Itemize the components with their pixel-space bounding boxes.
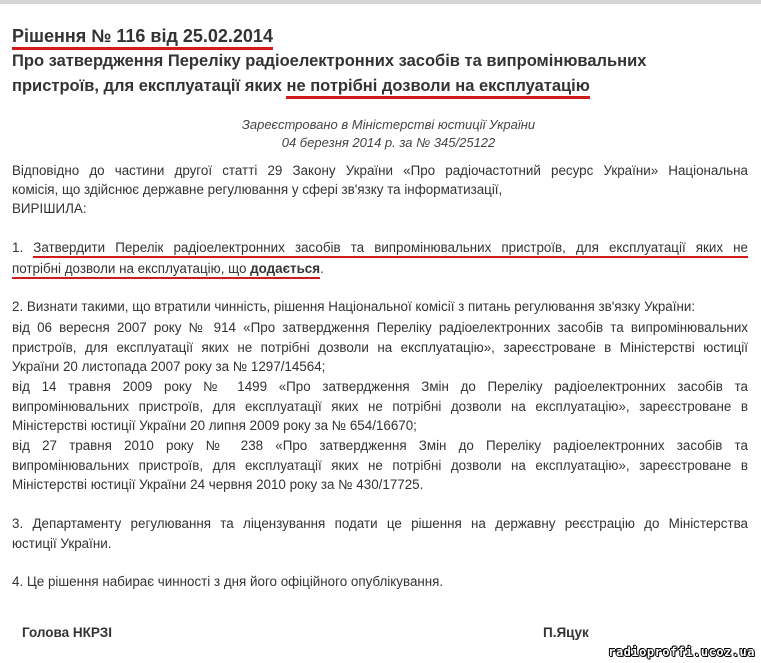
item1-bold: додається xyxy=(250,261,321,276)
signature-name: П.Яцук xyxy=(543,625,589,640)
item2-line: Міністерстві юстиції України 20 липня 2009 року за № 654/16670; xyxy=(12,418,417,433)
decision-title xyxy=(12,26,273,47)
subject-line-2-plain: пристроїв, для експлуатації яких xyxy=(12,77,287,95)
item2-line: випромінювальних пристроїв, для експлуатації яких не потрібні дозволи на експлуатацію», зареєстроване в xyxy=(12,458,748,473)
preamble-line-2: комісія, що здійснює державне регулювання у сфері зв'язку та інформатизації, xyxy=(12,182,503,197)
preamble-line-1: Відповідно до частини другої статті 29 Закону України «Про радіочастотний ресурс України» Національна xyxy=(12,163,748,178)
item1-end: . xyxy=(320,261,324,276)
item2-line: 2. Визнати такими, що втратили чинність, рішення Національної комісії з питань регулювання зв'язку України: xyxy=(12,299,696,314)
item3-line-1: 3. Департаменту регулювання та ліцензування подати це рішення на державну реєстрацію до Міністерства xyxy=(12,516,748,531)
item2-line: від 14 травня 2009 року № 1499 «Про затвердження Змін до Переліку радіоелектронних засобів та xyxy=(12,379,748,394)
item3-line-2: юстиції України. xyxy=(12,536,112,551)
item2-line: України 20 листопада 2007 року за № 1297/14564; xyxy=(12,359,326,374)
subject-line-2-underlined: не потрібні дозволи на експлуатацію xyxy=(286,77,589,99)
preamble-line-3: ВИРІШИЛА: xyxy=(12,201,87,216)
item1-line-2 xyxy=(12,261,324,276)
registration-line-1: Зареєстровано в Міністерстві юстиції України xyxy=(241,117,536,132)
subject-line-2 xyxy=(12,77,590,96)
item2-line: пристроїв, для експлуатації яких не потрібні дозволи на експлуатацію», зареєстроване в Міністерстві юстиції xyxy=(12,340,748,355)
item2-line: від 27 травня 2010 року № 238 «Про затвердження Змін до Переліку радіоелектронних засобів та xyxy=(12,438,748,453)
registration-line-2: 04 березня 2014 р. за № 345/25122 xyxy=(281,135,496,150)
signature-position: Голова НКРЗІ xyxy=(22,625,112,640)
item2-line: Міністерстві юстиції України 24 червня 2010 року за № 430/17725. xyxy=(12,477,424,492)
item1-line-1 xyxy=(12,240,748,255)
site-watermark: radioproffi.ucoz.ua xyxy=(608,645,755,659)
item2-line: випромінювальних пристроїв, для експлуатації яких не потрібні дозволи на експлуатацію», зареєстроване в xyxy=(12,399,748,414)
item1-number: 1. xyxy=(12,240,34,255)
item1-underlined xyxy=(12,261,320,279)
item2-line: від 06 вересня 2007 року № 914 «Про затвердження Переліку радіоелектронних засобів та випромінювальних xyxy=(12,320,748,335)
top-border xyxy=(0,0,761,4)
decision-title-text: Рішення № 116 від 25.02.2014 xyxy=(12,26,273,50)
subject-line-1: Про затвердження Переліку радіоелектронних засобів та випромінювальних xyxy=(12,52,647,70)
item1-text-2: потрібні дозволи на експлуатацію, що xyxy=(12,261,251,276)
item4-line: 4. Це рішення набирає чинності з дня його офіційного опублікування. xyxy=(12,574,444,589)
item1-text-1: Затвердити Перелік радіоелектронних засобів та випромінювальних пристроїв, для експлуатації яких не xyxy=(33,240,748,258)
